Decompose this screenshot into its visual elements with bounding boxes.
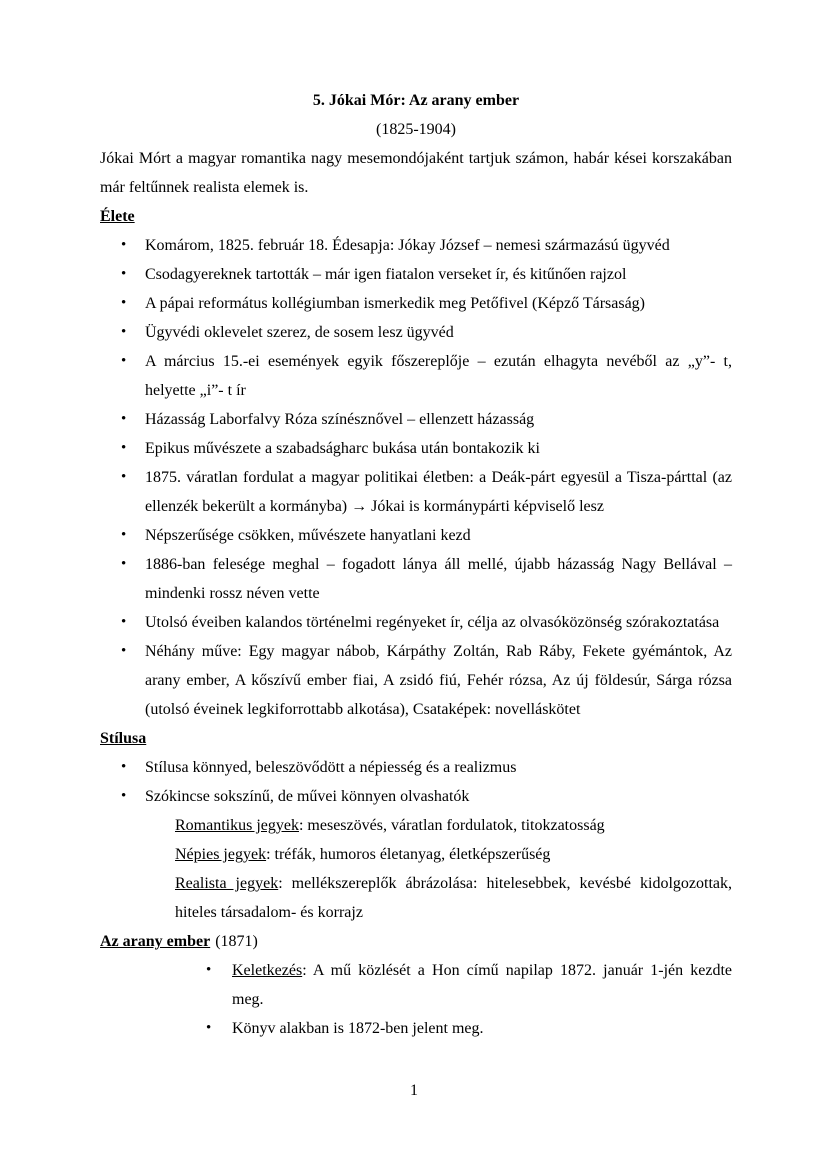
bullet-icon: • — [121, 295, 127, 311]
bullet-icon: • — [121, 614, 127, 630]
document-content — [100, 86, 732, 1043]
bullet-icon: • — [121, 788, 127, 804]
feature-text: : meseszövés, váratlan fordulatok, titokzatosság — [298, 817, 605, 834]
section-heading-year: (1871) — [215, 933, 258, 950]
bullet-label: Keletkezés — [232, 962, 303, 979]
bullet-item — [100, 289, 732, 318]
page-number: 1 — [410, 1082, 418, 1099]
bullet-text: : A mű közlését a Hon című napilap 1872. január 1-jén kezdte meg. — [232, 962, 732, 1008]
bullet-item — [100, 260, 732, 289]
bullet-item — [100, 608, 732, 637]
bullet-text: 1875. váratlan fordulat a magyar politikai életben: a Deák-párt egyesül a Tisza-párttal (az ellenzék bekerült a kormányba) → Jókai is kormánypárti képviselő lesz — [145, 469, 732, 515]
bullet-item — [100, 521, 732, 550]
bullet-item — [100, 1014, 732, 1043]
bullet-text: Könyv alakban is 1872-ben jelent meg. — [232, 1020, 484, 1037]
bullet-text: Népszerűsége csökken, művészete hanyatlani kezd — [145, 527, 471, 544]
bullet-text: A március 15.-ei események egyik főszereplője – ezután elhagyta nevéből az „y”- t, helyette „i”- t ír — [145, 353, 732, 399]
bullet-icon: • — [121, 324, 127, 340]
feature-list-stilusa — [100, 811, 732, 927]
feature-label: Romantikus jegyek — [175, 817, 299, 834]
feature-line — [175, 811, 732, 840]
bullet-icon: • — [206, 1020, 212, 1036]
bullet-icon: • — [121, 759, 127, 775]
feature-text: : tréfák, humoros életanyag, életképszerűség — [266, 846, 551, 863]
section-heading-az-arany-ember — [100, 927, 732, 956]
section-heading-elete: Élete — [100, 208, 135, 225]
bullet-icon: • — [121, 556, 127, 572]
feature-line — [175, 869, 732, 927]
bullet-item — [100, 550, 732, 608]
bullet-item — [100, 405, 732, 434]
bullet-list-elete — [100, 231, 732, 724]
bullet-text: Csodagyereknek tartották – már igen fiatalon verseket ír, és kitűnően rajzol — [145, 266, 627, 283]
bullet-item — [100, 347, 732, 405]
feature-line — [175, 840, 732, 869]
document-subtitle: (1825-1904) — [376, 121, 456, 138]
bullet-item — [100, 318, 732, 347]
bullet-icon: • — [121, 353, 127, 369]
bullet-list-az-arany-ember — [100, 956, 732, 1043]
bullet-text: 1886-ban felesége meghal – fogadott lánya áll mellé, újabb házasság Nagy Bellával – mindenki rossz néven vette — [145, 556, 732, 602]
bullet-text: Házasság Laborfalvy Róza színésznővel – ellenzett házasság — [145, 411, 535, 428]
bullet-text: Komárom, 1825. február 18. Édesapja: Jókay József – nemesi származású ügyvéd — [145, 237, 670, 254]
bullet-item — [100, 231, 732, 260]
bullet-icon: • — [121, 237, 127, 253]
bullet-text: A pápai református kollégiumban ismerkedik meg Petőfivel (Képző Társaság) — [145, 295, 645, 312]
bullet-icon: • — [121, 469, 127, 485]
feature-label: Realista jegyek — [175, 875, 279, 892]
section-heading-stilusa: Stílusa — [100, 730, 147, 747]
bullet-item — [100, 956, 732, 1014]
section-heading-label: Az arany ember — [100, 933, 211, 950]
bullet-item — [100, 753, 732, 782]
bullet-icon: • — [121, 527, 127, 543]
bullet-item — [100, 782, 732, 811]
feature-text: : mellékszereplők ábrázolása: hitelesebbek, kevésbé kidolgozottak, hiteles társadalom- és korrajz — [175, 875, 732, 921]
bullet-icon: • — [121, 411, 127, 427]
bullet-text: Ügyvédi oklevelet szerez, de sosem lesz ügyvéd — [145, 324, 454, 341]
feature-label: Népies jegyek — [175, 846, 267, 863]
bullet-icon: • — [121, 440, 127, 456]
bullet-icon: • — [121, 643, 127, 659]
bullet-item — [100, 463, 732, 521]
document-title: 5. Jókai Mór: Az arany ember — [312, 92, 520, 109]
bullet-icon: • — [206, 962, 212, 978]
bullet-item — [100, 434, 732, 463]
bullet-item — [100, 637, 732, 724]
intro-paragraph: Jókai Mórt a magyar romantika nagy mesemondójaként tartjuk számon, habár kései korszakában már feltűnnek realista elemek is. — [100, 150, 732, 196]
bullet-text: Epikus művészete a szabadságharc bukása után bontakozik ki — [145, 440, 540, 457]
bullet-text: Stílusa könnyed, beleszövődött a népiesség és a realizmus — [145, 759, 517, 776]
bullet-text: Szókincse sokszínű, de művei könnyen olvashatók — [145, 788, 470, 805]
bullet-icon: • — [121, 266, 127, 282]
bullet-text: Utolsó éveiben kalandos történelmi regényeket ír, célja az olvasóközönség szórakoztatása — [145, 614, 720, 631]
bullet-list-stilusa — [100, 753, 732, 811]
bullet-text: Néhány műve: Egy magyar nábob, Kárpáthy Zoltán, Rab Ráby, Fekete gyémántok, Az arany ember, A kőszívű ember fiai, A zsidó fiú, Fehér rózsa, Az új földesúr, Sárga rózsa (utolsó éveinek legkiforrottabb alkotása), Csataképek: novelláskötet — [145, 643, 732, 718]
